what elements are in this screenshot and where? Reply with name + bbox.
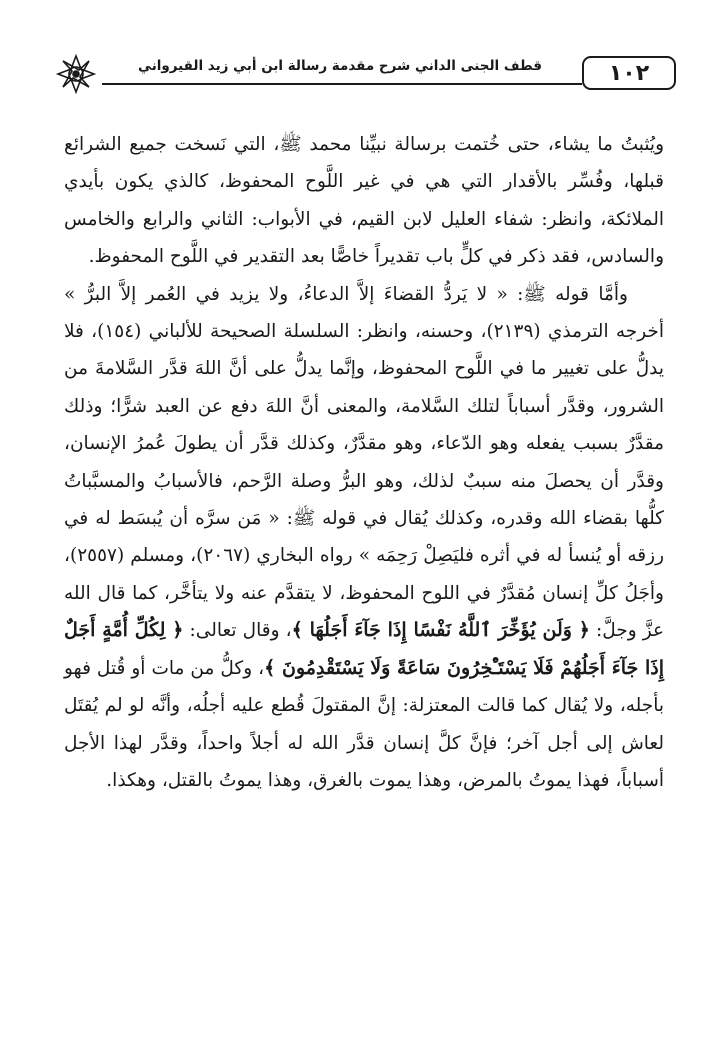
star-ornament-icon [52, 52, 100, 96]
page-header [52, 52, 688, 96]
body-text [64, 126, 664, 799]
verse-connector: ، وقال تعالى: [183, 620, 292, 642]
quran-verse-2: ﴿ لِكُلِّ أُمَّةٍ أَجَلٌ إِذَا جَآءَ أَجَلُهُمْ فَلَا يَسْتَـْٔخِرُونَ سَاعَةً وَلَا يَسْتَقْدِمُونَ ﴾ [64, 619, 664, 679]
header-rule [102, 83, 582, 85]
paragraph-2-text: وأمَّا قوله ﷺ: « لا يَردُّ القضاءَ إلاَّ الدعاءُ، ولا يزيد في العُمر إلاَّ البرُّ » أخرجه الترمذي (٢١٣٩)، وحسنه، وانظر: السلسلة الصحيحة للألباني (١٥٤)، فلا يدلُّ على تغيير ما في اللَّوح المحفوظ، وإنَّما يدلُّ على أنَّ اللهَ قدَّر السَّلامةَ من الشرور، وقدَّر أسباباً لتلك السَّلامة، والمعنى أنَّ اللهَ دفع عن العبد شرًّا؛ وذلك مقدَّرٌ بسبب يفعله وهو الدّعاء، وهو مقدَّرٌ، وكذلك قدَّر أن يطولَ عُمرُ الإنسان، وقدَّر أن يحصلَ منه سببٌ لذلك، وهو البرُّ وصلة الرَّحم، فالأسبابُ والمسبَّباتُ كلُّها بقضاء الله وقدره، وكذلك يُقال في قوله ﷺ: « مَن سرَّه أن يُبسَط له في رزقه أو يُنسأ له في أثره فليَصِلْ رَحِمَه » رواه البخاري (٢٠٦٧)، ومسلم (٢٥٥٧)، وأجَلُ كلِّ إنسان مُقدَّرٌ في اللوح المحفوظ، لا يتقدَّم عنه ولا يتأخَّر، كما قال الله عزَّ وجلَّ: [64, 283, 665, 642]
quran-verse-1: ﴿ وَلَن يُؤَخِّرَ ٱللَّهُ نَفْسًا إِذَا جَآءَ أَجَلُهَا ﴾ [291, 619, 590, 642]
paragraph-2-continuation: ، وكلُّ من مات أو قُتل فهو بأجله، ولا يُقال كما قالت المعتزلة: إنَّ المقتولَ قُطع عليه أجلُه، وأنَّه لو لم يُقتَل لعاش إلى أجل آخر؛ فإنَّ كلَّ إنسان قدَّر الله له أجلاً واحداً، وقدَّر لهذا الأجل أسباباً، فهذا يموتُ بالمرض، وهذا يموت بالغرق، وهذا يموتُ بالقتل، وهكذا. [64, 657, 664, 791]
paragraph-1: ويُثبتُ ما يشاء، حتى خُتمت برسالة نبيِّنا محمد ﷺ، التي نَسخت جميع الشرائع قبلها، وفُسِّر بالأقدار التي هي في غير اللَّوح المحفوظ، كالذي يكون بأيدي الملائكة، وانظر: شفاء العليل لابن القيم، في الأبواب: الثاني والرابع والخامس والسادس، فقد ذكر في كلٍّ باب تقديراً خاصًّا بعد التقدير في اللَّوح المحفوظ. [64, 134, 664, 268]
paragraph-2 [64, 276, 664, 800]
running-title: قطف الجنى الداني شرح مقدمة رسالة ابن أبي زيد القيرواني [138, 58, 542, 74]
page-number: ١٠٢ [582, 56, 676, 90]
